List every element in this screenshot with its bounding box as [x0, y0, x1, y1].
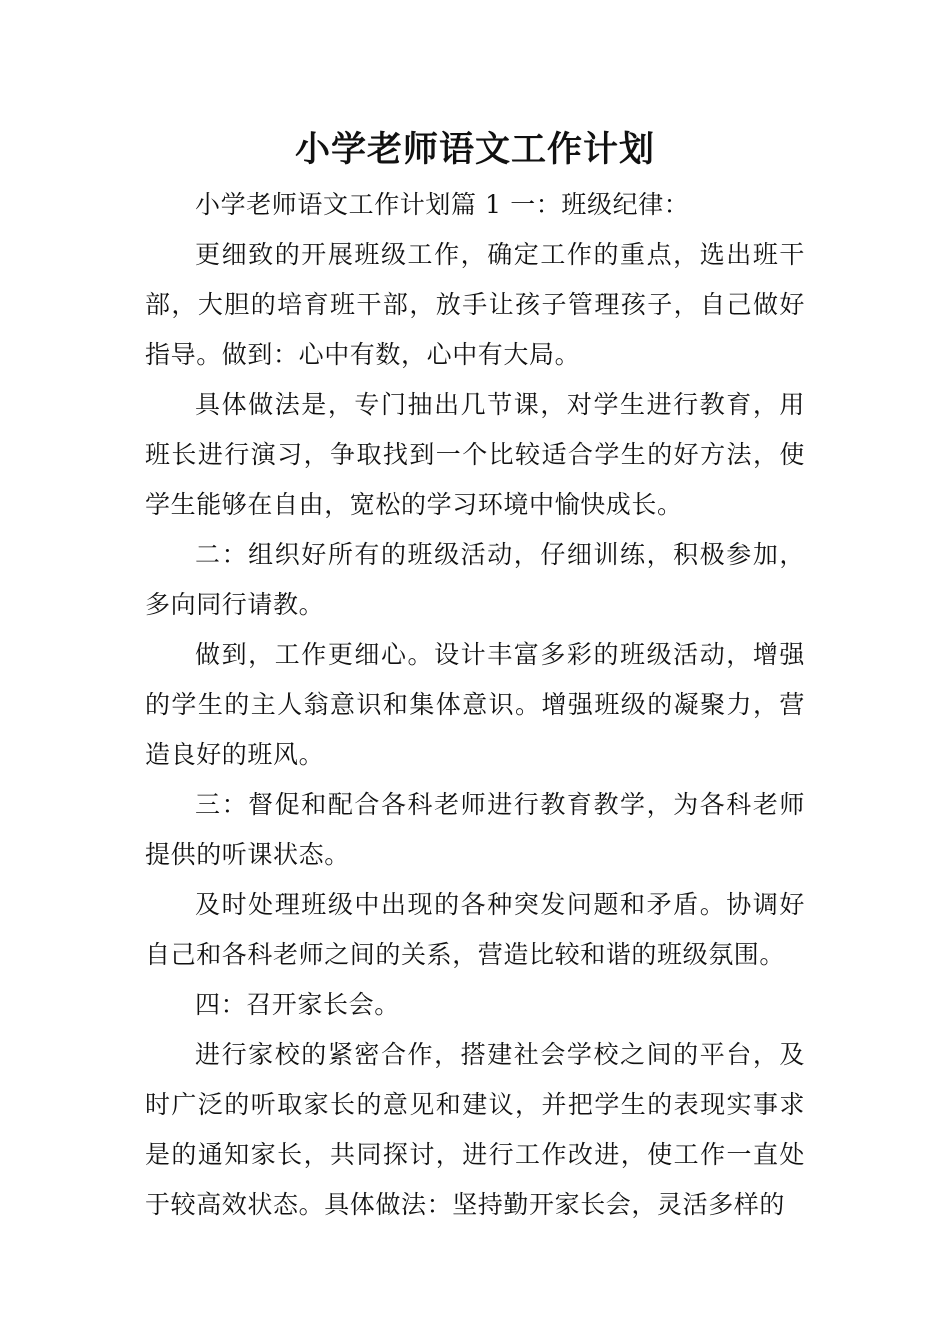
paragraph: 进行家校的紧密合作，搭建社会学校之间的平台，及时广泛的听取家长的意见和建议，并把学生的表现实事求是的通知家长，共同探讨，进行工作改进，使工作一直处于较高效状态。具体做法：坚持勤开家长会，灵活多样的 — [145, 1040, 805, 1219]
paragraph: 更细致的开展班级工作，确定工作的重点，选出班干部，大胆的培育班干部，放手让孩子管理孩子，自己做好指导。做到：心中有数，心中有大局。 — [145, 240, 805, 369]
paragraph-intro: 小学老师语文工作计划篇 1 一：班级纪律： — [195, 190, 690, 219]
document-page — [145, 122, 805, 1230]
paragraph: 具体做法是，专门抽出几节课，对学生进行教育，用班长进行演习，争取找到一个比较适合学生的好方法，使学生能够在自由，宽松的学习环境中愉快成长。 — [145, 390, 805, 519]
paragraph: 做到，工作更细心。设计丰富多彩的班级活动，增强的学生的主人翁意识和集体意识。增强班级的凝聚力，营造良好的班风。 — [145, 640, 805, 769]
paragraph: 四：召开家长会。 — [195, 990, 400, 1019]
paragraph: 及时处理班级中出现的各种突发问题和矛盾。协调好自己和各科老师之间的关系，营造比较和谐的班级氛围。 — [145, 890, 805, 969]
paragraph: 三：督促和配合各科老师进行教育教学，为各科老师提供的听课状态。 — [145, 790, 805, 869]
document-title: 小学老师语文工作计划 — [294, 130, 655, 170]
paragraph: 二：组织好所有的班级活动，仔细训练，积极参加，多向同行请教。 — [145, 540, 805, 619]
